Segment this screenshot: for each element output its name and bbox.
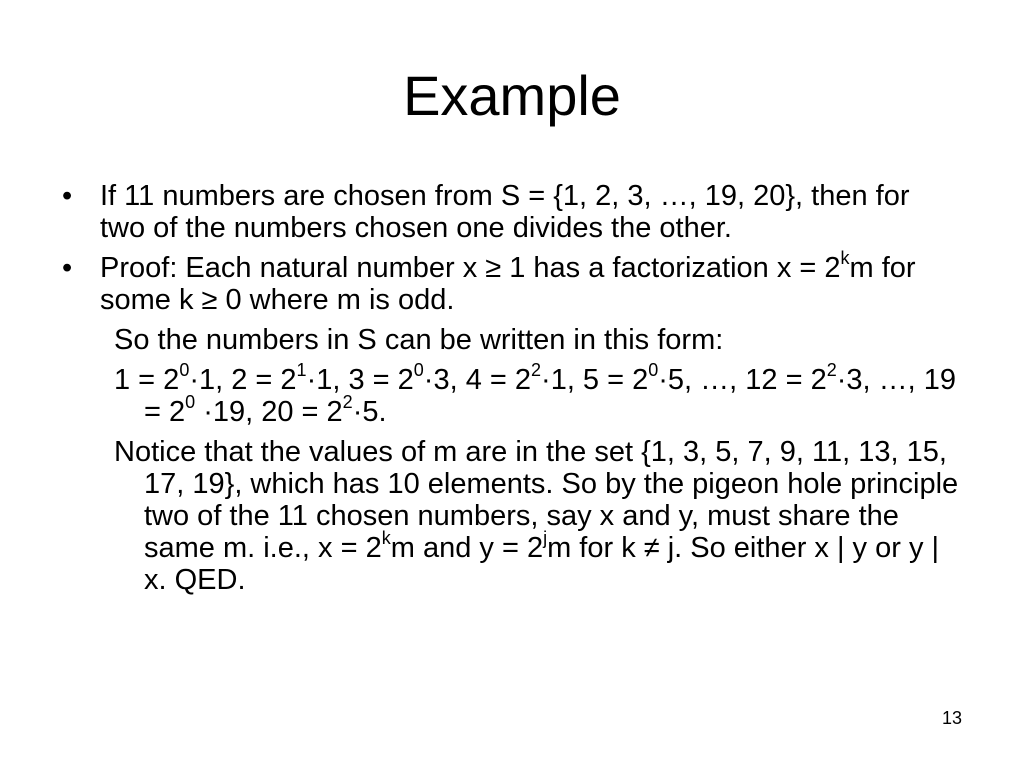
sub-line: So the numbers in S can be written in this form: — [114, 324, 724, 356]
sub-line: $1 = 2^0\cdot 1$, $2 = 2^1\cdot 1$, $3 = 2^0\cdot 3$, $4 = 2^2\cdot 1$, $5 = 2^0\cdot 5$, …, $12 = 2^2\cdot 3$, …, $19 = 2^0 \cdot 19$, $20 = 2^2\cdot 5$. — [114, 360, 957, 428]
bullet-text: Proof: Each natural number x ≥ 1 has a factorization $x = 2^km$ for some k ≥ 0 where m is odd. — [100, 248, 916, 316]
page-number: 13 — [941, 708, 962, 728]
sub-line: Notice that the values of m are in the set {1, 3, 5, 7, 9, 11, 13, 15, 17, 19}, which has 10 elements. So by the pigeon hole principle two of the 11 chosen numbers, say x and y, must share the same m. i.e., $x = 2^km$ and $y = 2^jm$ for k ≠ j. So either x | y or y | x. QED. — [114, 436, 959, 596]
bullet-item — [62, 248, 962, 316]
slide-content — [62, 180, 962, 604]
bullet-text: If 11 numbers are chosen from S = {1, 2, 3, …, 19, 20}, then for two of the numbers chosen one divides the other. — [100, 180, 910, 244]
bullet-icon: • — [62, 252, 73, 284]
bullet-icon: • — [62, 180, 73, 212]
bullet-item — [62, 180, 962, 244]
slide-title: Example — [403, 64, 621, 127]
